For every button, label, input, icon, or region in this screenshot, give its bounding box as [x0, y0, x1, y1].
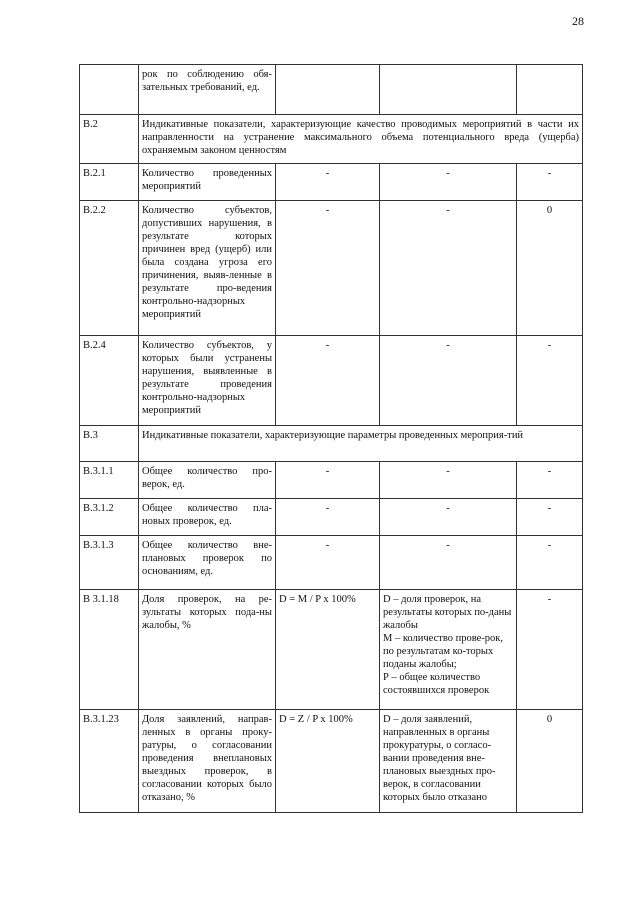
description-cell: -	[380, 536, 517, 590]
formula-cell: -	[276, 536, 380, 590]
description-cell: D – доля заявлений, направленных в органы прокуратуры, о согласо-вании проведения вне-плановых выездных про-верок, в согласовании которых было отказано	[380, 710, 517, 813]
row-code: В.2	[80, 115, 139, 164]
table-row	[80, 499, 583, 536]
value-cell: 0	[517, 710, 583, 813]
value-cell: 0	[517, 201, 583, 336]
indicator-name: Доля заявлений, направ-ленных в органы проку-ратуры, о согласовании проведения внеплановых выездных проверок, в согласовании которых было отказано, %	[139, 710, 276, 813]
table-row	[80, 426, 583, 462]
row-code: В.3.1.2	[80, 499, 139, 536]
formula-cell: -	[276, 336, 380, 426]
description-cell: -	[380, 201, 517, 336]
description-cell: -	[380, 499, 517, 536]
section-heading: Индикативные показатели, характеризующие качество проводимых мероприятий в части их направленности на устранение максимального объема потенциального вреда (ущерба) охраняемым законом ценностям	[139, 115, 583, 164]
section-heading: Индикативные показатели, характеризующие параметры проведенных мероприя-тий	[139, 426, 583, 462]
table-row	[80, 201, 583, 336]
value-cell: -	[517, 462, 583, 499]
formula-cell: D = Z / P x 100%	[276, 710, 380, 813]
row-code: В.3.1.3	[80, 536, 139, 590]
row-code: В.2.1	[80, 164, 139, 201]
page-number: 28	[572, 14, 584, 28]
table-row	[80, 164, 583, 201]
indicators-table	[79, 64, 583, 813]
formula-cell: -	[276, 164, 380, 201]
row-code: В.2.2	[80, 201, 139, 336]
formula-cell	[276, 65, 380, 115]
formula-cell: -	[276, 462, 380, 499]
table-row	[80, 115, 583, 164]
table-row	[80, 462, 583, 499]
table-row	[80, 536, 583, 590]
description-cell	[380, 65, 517, 115]
value-cell: -	[517, 164, 583, 201]
formula-cell: -	[276, 201, 380, 336]
table-row	[80, 710, 583, 813]
indicator-name: Доля проверок, на ре-зультаты которых пода-ны жалобы, %	[139, 590, 276, 710]
row-code: В.3.1.1	[80, 462, 139, 499]
description-cell: -	[380, 164, 517, 201]
value-cell: -	[517, 536, 583, 590]
table-row	[80, 590, 583, 710]
description-cell: -	[380, 462, 517, 499]
value-cell: -	[517, 590, 583, 710]
formula-cell: D = M / P x 100%	[276, 590, 380, 710]
value-cell: -	[517, 336, 583, 426]
indicator-name: Общее количество про-верок, ед.	[139, 462, 276, 499]
indicator-name: рок по соблюдению обя-зательных требований, ед.	[139, 65, 276, 115]
row-code	[80, 65, 139, 115]
row-code: В.3	[80, 426, 139, 462]
formula-cell: -	[276, 499, 380, 536]
row-code: В 3.1.18	[80, 590, 139, 710]
value-cell: -	[517, 499, 583, 536]
indicator-name: Общее количество вне-плановых проверок по основаниям, ед.	[139, 536, 276, 590]
indicator-name: Общее количество пла-новых проверок, ед.	[139, 499, 276, 536]
table-row	[80, 336, 583, 426]
indicator-name: Количество субъектов, у которых были устранены нарушения, выявленные в результате проведения контрольно-надзорных мероприятий	[139, 336, 276, 426]
value-cell	[517, 65, 583, 115]
table-row	[80, 65, 583, 115]
row-code: В.2.4	[80, 336, 139, 426]
indicator-name: Количество субъектов, допустивших нарушения, в результате которых причинен вред (ущерб) или была создана угроза его причинения, выяв-ленные в результате про-ведения контрольно-надзорных мероприятий	[139, 201, 276, 336]
description-cell: D – доля проверок, на результаты которых по-даны жалобы М – количество прове-рок, по результатам ко-торых поданы жалобы; Р – общее количество состоявшихся проверок	[380, 590, 517, 710]
description-cell: -	[380, 336, 517, 426]
row-code: В.3.1.23	[80, 710, 139, 813]
indicator-name: Количество проведенных мероприятий	[139, 164, 276, 201]
